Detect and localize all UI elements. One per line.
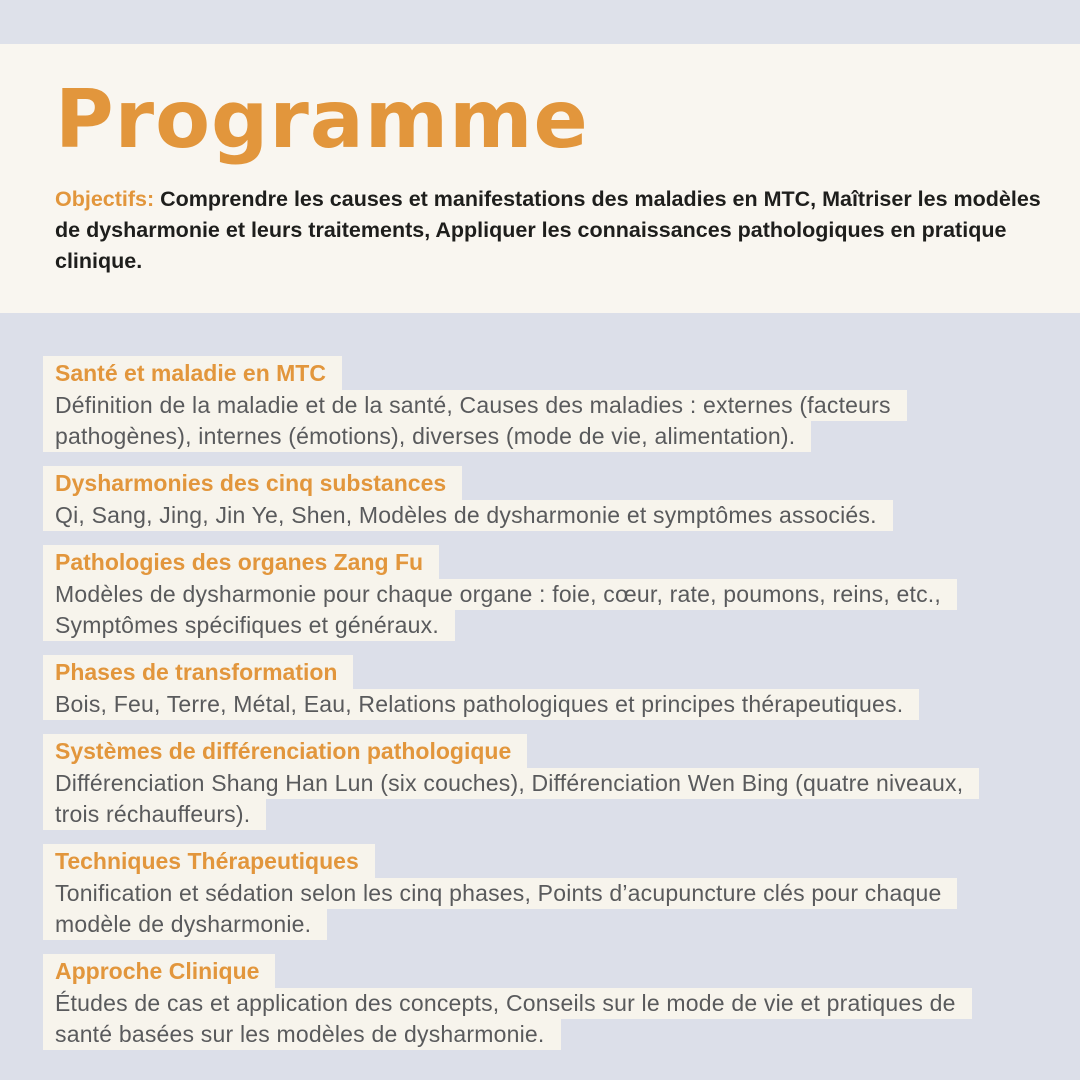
section-body-text: pathogènes), internes (émotions), diverses (mode de vie, alimentation). [43,421,811,452]
section-body-text: trois réchauffeurs). [43,799,266,830]
section-body-line [43,500,1080,531]
programme-section [43,844,1080,940]
section-heading: Techniques Thérapeutiques [43,844,375,878]
section-body-text: Qi, Sang, Jing, Jin Ye, Shen, Modèles de dysharmonie et symptômes associés. [43,500,893,531]
section-body-text: Bois, Feu, Terre, Métal, Eau, Relations pathologiques et principes thérapeutiques. [43,689,919,720]
section-body-line [43,689,1080,720]
section-body-text: Différenciation Shang Han Lun (six couches), Différenciation Wen Bing (quatre niveaux, [43,768,979,799]
section-body-line [43,390,1080,421]
section-heading: Phases de transformation [43,655,353,689]
section-body-line [43,878,1080,909]
objectives-text: Comprendre les causes et manifestations des maladies en MTC, Maîtriser les modèles de dysharmonie et leurs traitements, Appliquer les connaissances pathologiques en pratique clinique. [55,187,1041,273]
section-heading-line [43,954,1080,988]
section-body-text: santé basées sur les modèles de dysharmonie. [43,1019,561,1050]
section-body-line [43,909,1080,940]
page-title: Programme [55,73,589,166]
programme-section [43,954,1080,1050]
section-heading: Pathologies des organes Zang Fu [43,545,439,579]
section-heading-line [43,844,1080,878]
section-body-line [43,988,1080,1019]
section-body-line [43,579,1080,610]
section-heading: Santé et maladie en MTC [43,356,342,390]
section-body-line [43,421,1080,452]
section-body-line [43,799,1080,830]
programme-section [43,356,1080,452]
top-strip [0,0,1080,44]
section-body-text: Définition de la maladie et de la santé, Causes des maladies : externes (facteurs [43,390,907,421]
section-body-line [43,768,1080,799]
section-heading: Dysharmonies des cinq substances [43,466,462,500]
section-heading-line [43,734,1080,768]
section-heading: Systèmes de différenciation pathologique [43,734,527,768]
section-heading-line [43,356,1080,390]
programme-section [43,734,1080,830]
section-body-text: Modèles de dysharmonie pour chaque organe : foie, cœur, rate, poumons, reins, etc., [43,579,957,610]
programme-section [43,655,1080,720]
section-body-text: modèle de dysharmonie. [43,909,327,940]
section-body-line [43,610,1080,641]
programme-section [43,466,1080,531]
section-heading-line [43,545,1080,579]
programme-list [43,356,1080,1064]
section-heading-line [43,466,1080,500]
section-body-text: Symptômes spécifiques et généraux. [43,610,455,641]
section-body-text: Études de cas et application des concepts, Conseils sur le mode de vie et pratiques de [43,988,972,1019]
programme-section [43,545,1080,641]
section-body-line [43,1019,1080,1050]
objectives-paragraph [55,184,1060,277]
objectives-label: Objectifs: [55,187,155,211]
section-heading-line [43,655,1080,689]
section-heading: Approche Clinique [43,954,275,988]
section-body-text: Tonification et sédation selon les cinq phases, Points d’acupuncture clés pour chaque [43,878,957,909]
header [0,44,1080,313]
